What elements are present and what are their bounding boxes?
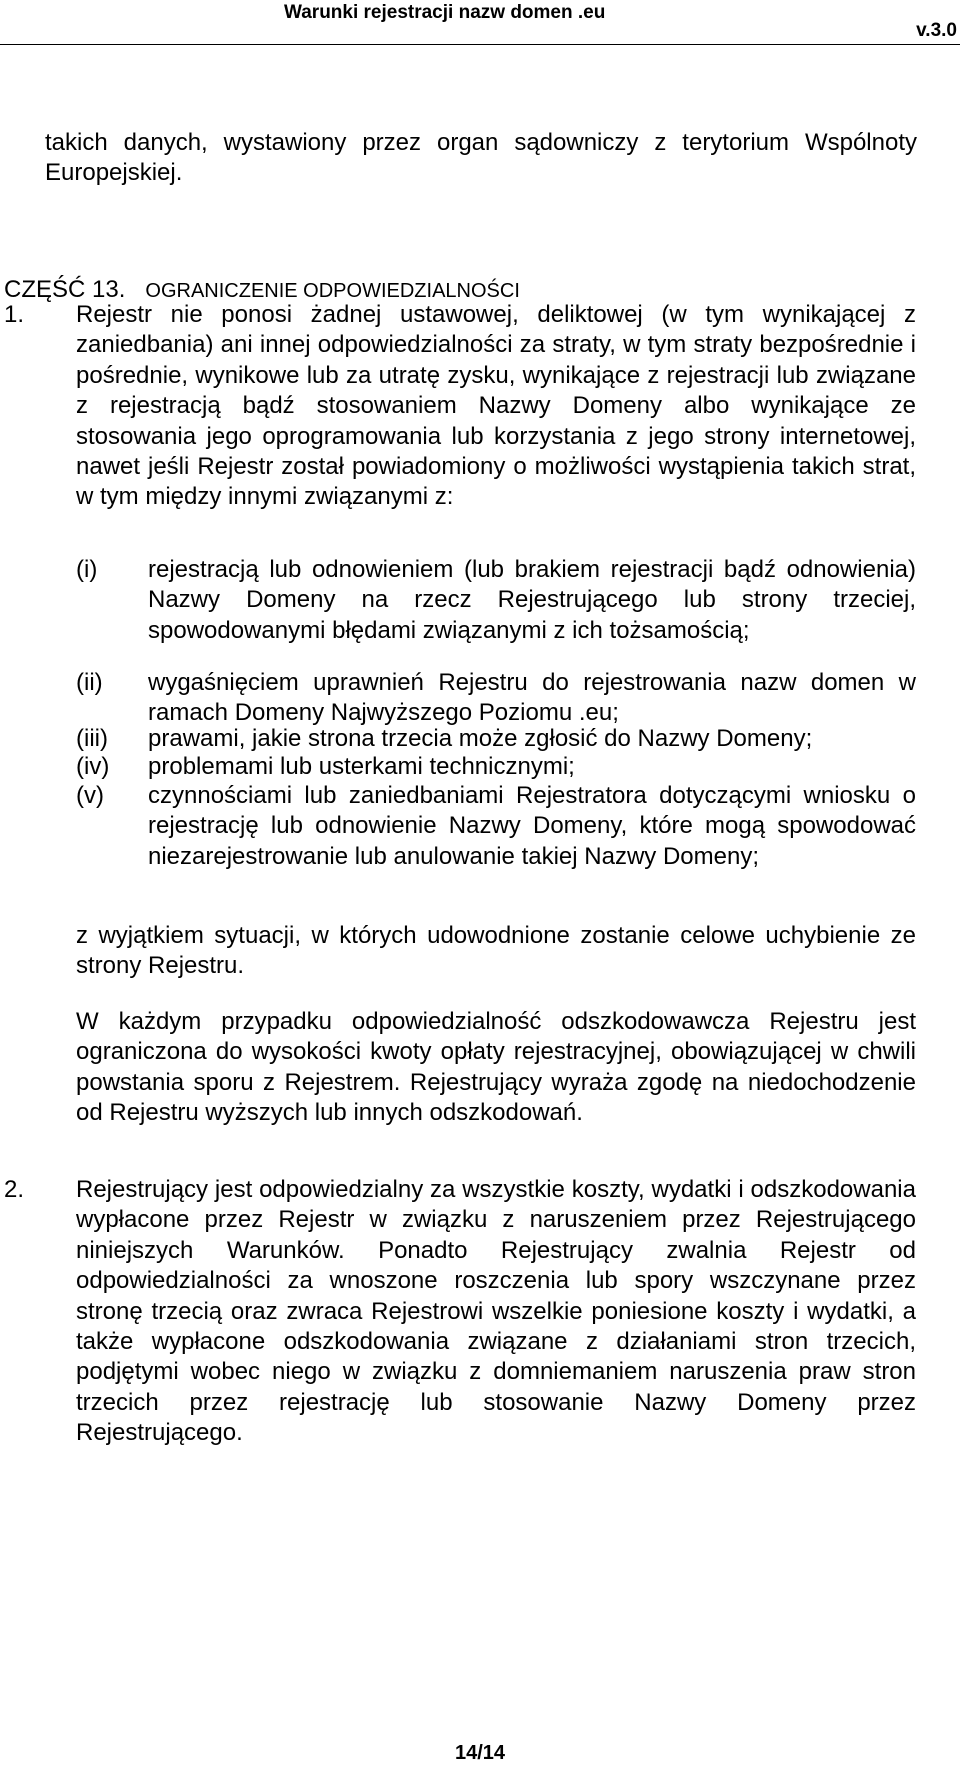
sub-item-text: problemami lub usterkami technicznymi; bbox=[148, 753, 575, 780]
section-heading-number: CZĘŚĆ 13. bbox=[4, 276, 126, 303]
exception-paragraph: z wyjątkiem sytuacji, w których udowodnione zostanie celowe uchybienie ze strony Rejestru. bbox=[76, 922, 916, 980]
clause-number: 1. bbox=[4, 301, 25, 328]
document-version: v.3.0 bbox=[916, 20, 957, 41]
sub-item-label: (iv) bbox=[76, 753, 110, 780]
clause-text: Rejestrujący jest odpowiedzialny za wszystkie koszty, wydatki i odszkodowania wypłacone przez Rejestr w związku z naruszeniem przez Rejestrującego niniejszych Warunków. Ponadto Rejestrujący zwalnia Rejestr od odpowiedzialności za wnoszone roszczenia lub spory wszczynane przez stronę trzecią oraz zwraca Rejestrowi wszelkie poniesione koszty i wydatki, a także wypłacone odszkodowania związane z działaniami stron trzecich, podjętymi wobec niego w związku z domniemaniem naruszenia praw stron trzecich przez rejestrację lub stosowanie Nazwy Domeny przez Rejestrującego. bbox=[76, 1176, 916, 1447]
sub-item-text: wygaśnięciem uprawnień Rejestru do rejestrowania nazw domen w ramach Domeny Najwyższego Poziomu .eu; bbox=[148, 669, 916, 727]
compensation-paragraph: W każdym przypadku odpowiedzialność odszkodowawcza Rejestru jest ograniczona do wysokości kwoty opłaty rejestracyjnej, obowiązującej w chwili powstania sporu z Rejestrem. Rejestrujący wyraża zgodę na niedochodzenie od Rejestru wyższych lub innych odszkodowań. bbox=[76, 1008, 916, 1127]
sub-item-label: (v) bbox=[76, 782, 104, 809]
sub-item-text: rejestracją lub odnowieniem (lub brakiem rejestracji bądź odnowienia) Nazwy Domeny na rzecz Rejestrującego lub strony trzeciej, spowodowanymi błędami związanymi z ich tożsamością; bbox=[148, 556, 916, 644]
sub-item-text: prawami, jakie strona trzecia może zgłosić do Nazwy Domeny; bbox=[148, 725, 813, 752]
header-divider bbox=[0, 44, 960, 45]
document-title: Warunki rejestracji nazw domen .eu bbox=[284, 2, 606, 23]
sub-item-label: (ii) bbox=[76, 669, 103, 696]
clause-number: 2. bbox=[4, 1176, 25, 1203]
sub-item-text: czynnościami lub zaniedbaniami Rejestratora dotyczącymi wniosku o rejestrację lub odnowienie Nazwy Domeny, które mogą spowodować niezarejestrowanie lub anulowanie takiej Nazwy Domeny; bbox=[148, 782, 916, 870]
sub-item-label: (iii) bbox=[76, 725, 108, 752]
clause-text: Rejestr nie ponosi żadnej ustawowej, deliktowej (w tym wynikającej z zaniedbania) ani innej odpowiedzialności za straty, w tym straty bezpośrednie i pośrednie, wynikowe lub za utratę zysku, wynikające z rejestracji lub związane z rejestracją bądź stosowaniem Nazwy Domeny albo wynikające ze stosowania jego oprogramowania lub korzystania z jego strony internetowej, nawet jeśli Rejestr został powiadomiony o możliwości wystąpienia takich strat, w tym między innymi związanymi z: bbox=[76, 301, 916, 511]
page-number: 14/14 bbox=[454, 1742, 506, 1764]
intro-paragraph: takich danych, wystawiony przez organ sądowniczy z terytorium Wspólnoty Europejskiej. bbox=[45, 129, 917, 187]
sub-item-label: (i) bbox=[76, 556, 98, 583]
section-heading-title: OGRANICZENIE ODPOWIEDZIALNOŚCI bbox=[145, 280, 520, 302]
page-header bbox=[0, 0, 960, 44]
